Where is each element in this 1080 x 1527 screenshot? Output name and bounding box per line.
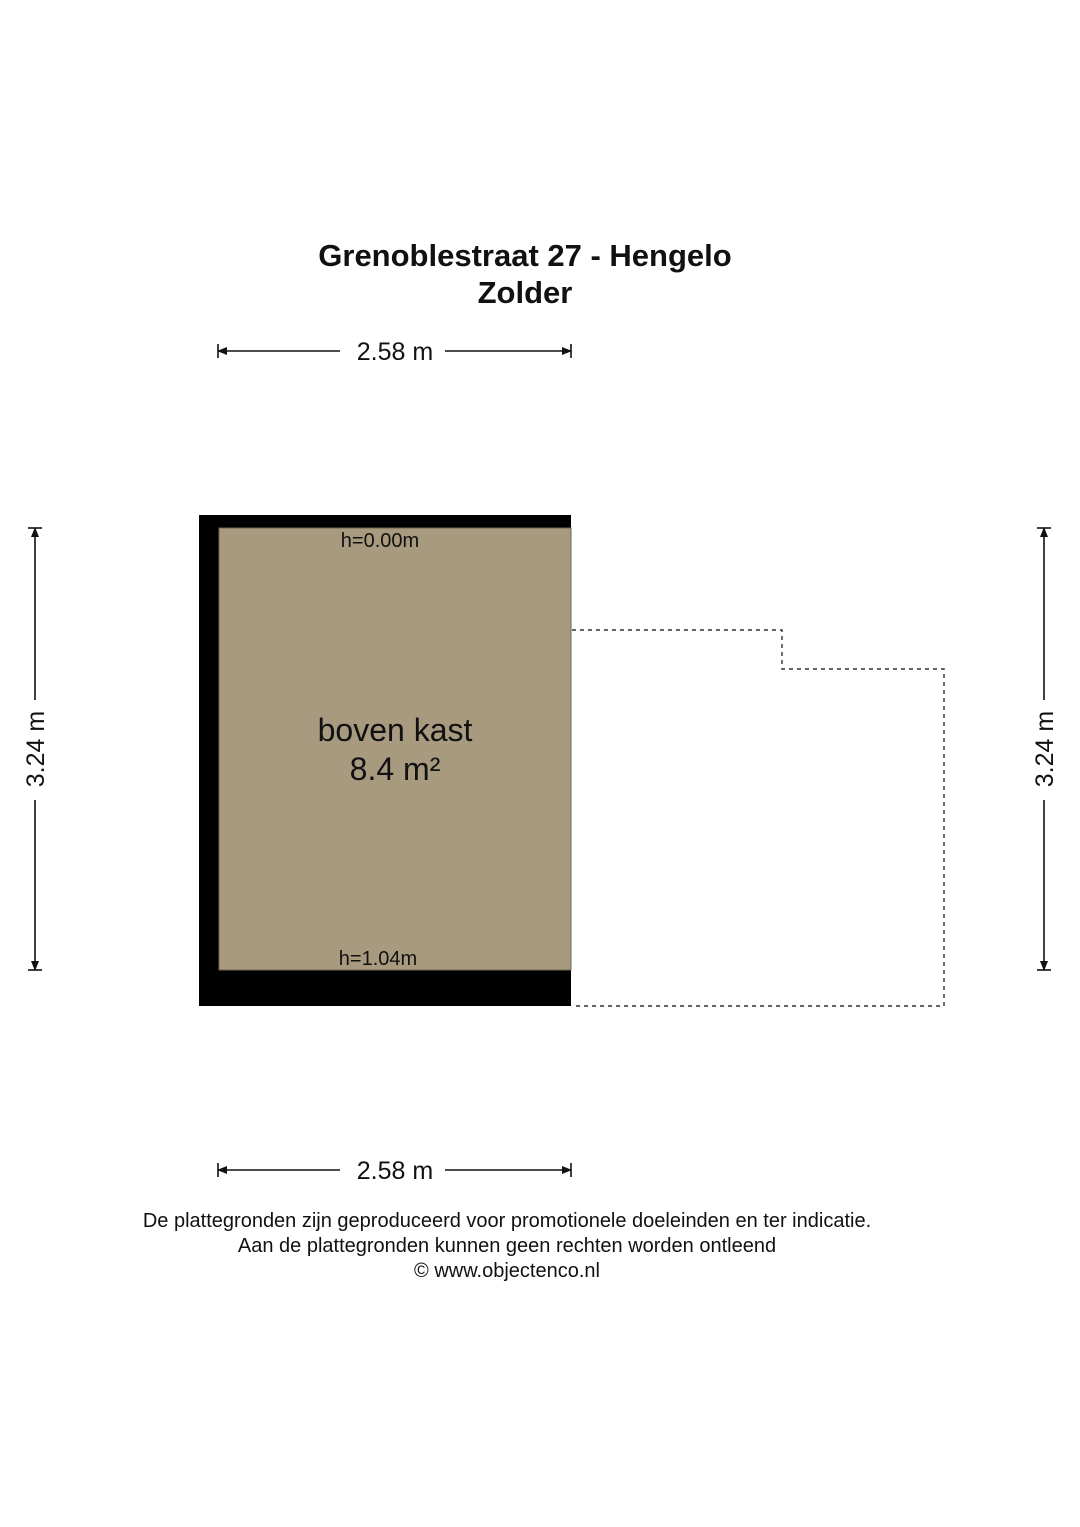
dimension-bottom-width	[218, 1157, 571, 1185]
dimension-top-label: 2.58 m	[356, 338, 434, 366]
dimension-top-width	[218, 338, 571, 366]
dimension-bottom-label: 2.58 m	[356, 1157, 434, 1185]
floor-name: Zolder	[477, 275, 573, 310]
height-label-top: h=0.00m	[340, 530, 420, 552]
dimension-right-height	[1031, 528, 1059, 970]
dimension-left-label: 3.24 m	[22, 710, 50, 788]
height-label-bottom: h=1.04m	[338, 948, 418, 970]
room-floor	[219, 528, 571, 970]
disclaimer-line-2: Aan de plattegronden kunnen geen rechten worden ontleend	[237, 1235, 777, 1257]
copyright-line: © www.objectenco.nl	[414, 1260, 600, 1282]
dimension-right-label: 3.24 m	[1031, 710, 1059, 788]
room-area: 8.4 m²	[349, 751, 441, 787]
dashed-outline	[572, 630, 944, 1006]
floorplan-title: Grenoblestraat 27 - Hengelo	[318, 238, 732, 273]
room-name: boven kast	[317, 712, 473, 748]
dimension-left-height	[22, 528, 50, 970]
disclaimer-line-1: De plattegronden zijn geproduceerd voor promotionele doeleinden en ter indicatie.	[142, 1210, 872, 1232]
